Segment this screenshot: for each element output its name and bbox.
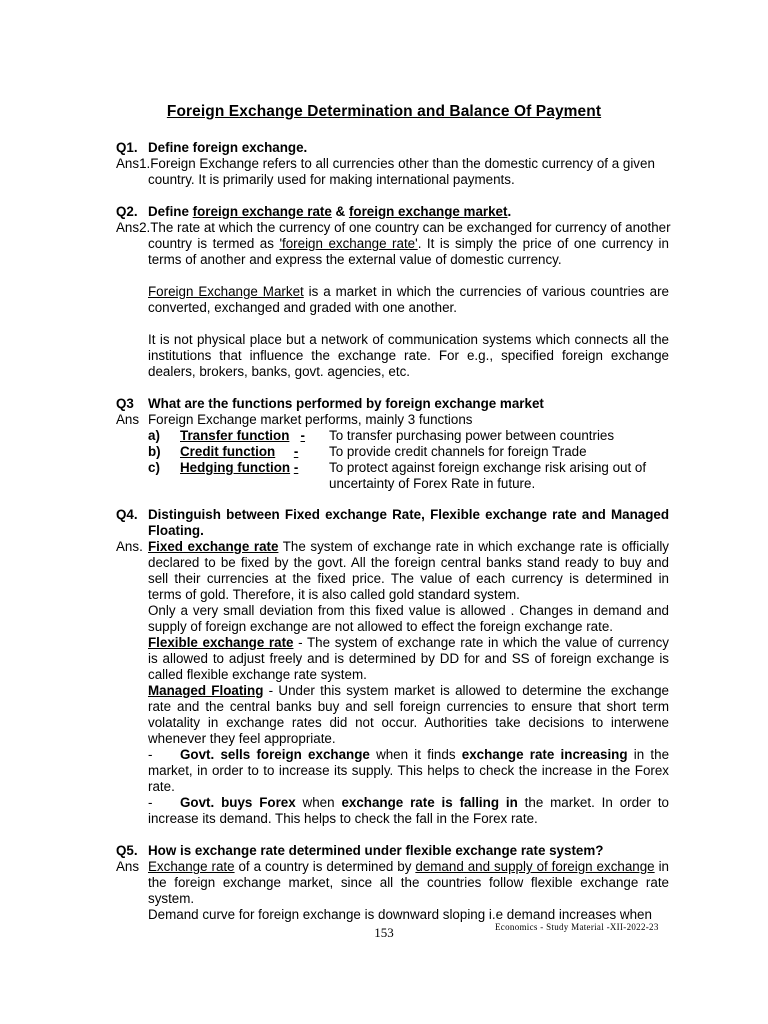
q1-answer-line1: Foreign Exchange refers to all currencies other than the domestic currency of a given [150, 156, 655, 171]
q1-answer-line2: country. It is primarily used for making international payments. [148, 172, 515, 187]
q4-managed-term: Managed Floating [148, 683, 264, 698]
q2-answer-term: 'foreign exchange rate' [279, 236, 418, 251]
q5-label: Q5. [116, 843, 138, 858]
q2-label: Q2. [116, 204, 138, 219]
q2-block [116, 204, 669, 380]
q2-question: Define foreign exchange rate & foreign exchange market. [148, 204, 512, 219]
q4-fixed-term: Fixed exchange rate [148, 539, 279, 554]
q4-block [116, 507, 669, 827]
q2-answer-line1: The rate at which the currency of one country can be exchanged for currency of another [150, 220, 671, 235]
q5-block [116, 843, 669, 923]
q3-function-list [116, 428, 669, 492]
q5-question: How is exchange rate determined under flexible exchange rate system? [148, 843, 604, 858]
page-title: Foreign Exchange Determination and Balance Of Payment [166, 103, 602, 120]
list-item: a) Transfer function - To transfer purchasing power between countries [148, 428, 615, 443]
q3-question: What are the functions performed by foreign exchange market [148, 396, 544, 411]
q4-fixed-para: Fixed exchange rate The system of exchange rate in which exchange rate is officially declared to be fixed by the govt. All the foreign central banks stand ready to buy and sell their currencies at the fixed price. The value of each currency is determined in terms of gold. Therefore, it is also called gold standard system. [148, 539, 669, 602]
q4-bullet-sells: - Govt. sells foreign exchange when it finds exchange rate increasing in the market, in order to to increase its supply. This helps to check the increase in the Forex rate. [148, 747, 670, 794]
q1-label: Q1. [116, 140, 138, 155]
q3-block [116, 396, 669, 492]
q1-ans-label: Ans1. [116, 156, 151, 171]
q2-ans-label: Ans2. [116, 220, 151, 235]
footer-text: Economics - Study Material -XII-2022-23 [495, 922, 659, 932]
q4-flexible-term: Flexible exchange rate [148, 635, 294, 650]
list-item: c) Hedging function - To protect against foreign exchange risk arising out of uncertainty of Forex Rate in future. [148, 460, 647, 491]
q2-answer-para1: country is termed as 'foreign exchange rate'. It is simply the price of one currency in terms of another and express the external value of domestic currency. [148, 236, 669, 267]
q4-flexible-para: Flexible exchange rate - The system of exchange rate in which the value of currency is allowed to adjust freely and is determined by DD for and SS of foreign exchange is called flexible exchange rate system. [148, 635, 669, 682]
q1-block [116, 140, 669, 188]
q4-managed-para: Managed Floating - Under this system market is allowed to determine the exchange rate and the central banks buy and sell foreign currencies to ensure that short term volatality in exchange rates did not occur. Authorities take decisions to interwene whenever they feel appropriate. [148, 683, 669, 746]
q4-question: Distinguish between Fixed exchange Rate, Flexible exchange rate and Managed Floating. [148, 507, 669, 538]
q4-deviation-para: Only a very small deviation from this fixed value is allowed . Changes in demand and supply of foreign exchange are not allowed to effect the foreign exchange rate. [148, 603, 669, 634]
q2-term-rate: foreign exchange rate [192, 204, 332, 219]
list-item: b) Credit function - To provide credit channels for foreign Trade [148, 444, 587, 459]
q5-answer-last: Demand curve for foreign exchange is downward sloping i.e demand increases when [148, 907, 652, 922]
q5-term-rate: Exchange rate [148, 859, 235, 874]
q4-bullet-buys: - Govt. buys Forex when exchange rate is falling in the market. In order to increase its demand. This helps to check the fall in the Forex rate. [148, 795, 669, 826]
q5-ans-label: Ans [116, 859, 140, 874]
q2-market-term: Foreign Exchange Market [148, 284, 304, 299]
q5-answer-para: Exchange rate of a country is determined by demand and supply of foreign exchange in the foreign exchange market, since all the countries follow flexible exchange rate system. [148, 859, 669, 906]
q3-ans-label: Ans [116, 412, 140, 427]
q2-term-market: foreign exchange market [348, 204, 508, 219]
q3-label: Q3 [116, 396, 134, 411]
q4-label: Q4. [116, 507, 138, 522]
page-number: 153 [374, 925, 394, 940]
q2-network-para: It is not physical place but a network of communication systems which connects all the institutions that influence the exchange rate. For e.g., specified foreign exchange dealers, brokers, banks, govt. agencies, etc. [148, 332, 669, 379]
q3-intro: Foreign Exchange market performs, mainly 3 functions [148, 412, 473, 427]
q1-question: Define foreign exchange. [148, 140, 308, 155]
q4-ans-label: Ans. [116, 539, 143, 554]
q2-market-para: Foreign Exchange Market is a market in which the currencies of various countries are converted, exchanged and graded with one another. [148, 284, 669, 315]
q5-term-dd-ss: demand and supply of foreign exchange [415, 859, 655, 874]
